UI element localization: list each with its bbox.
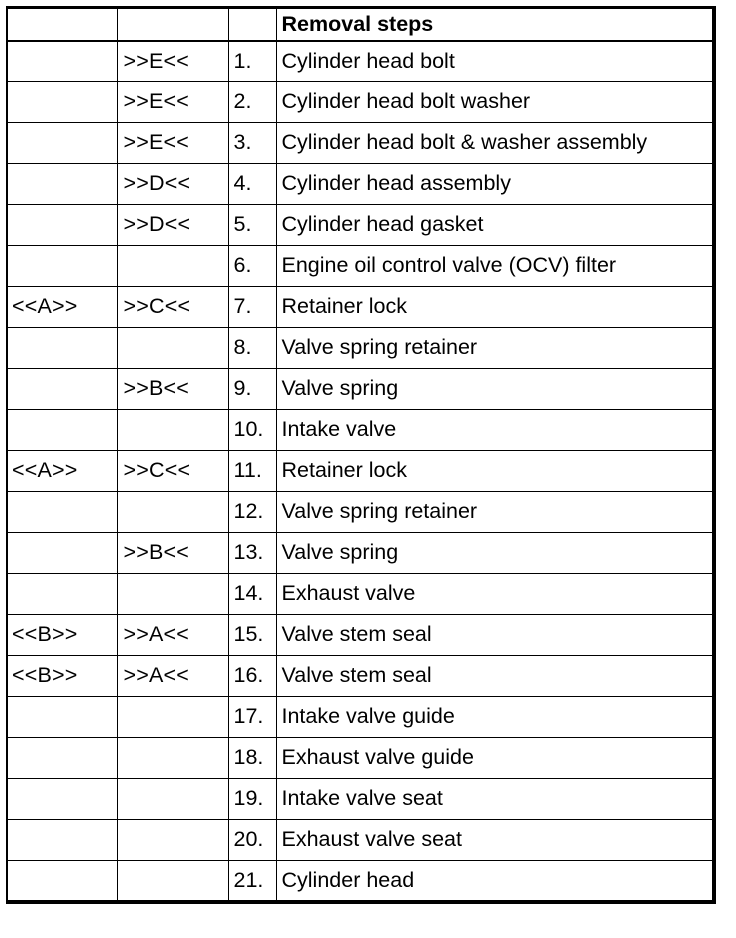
step-name-cell: Exhaust valve (276, 574, 714, 615)
installation-ref-cell (7, 697, 117, 738)
removal-ref-cell: >>B<< (117, 369, 228, 410)
removal-ref-cell (117, 492, 228, 533)
installation-ref-cell: <<B>> (7, 615, 117, 656)
installation-ref-cell: <<A>> (7, 451, 117, 492)
installation-ref-cell (7, 533, 117, 574)
step-number-cell: 8. (228, 328, 276, 369)
header-cell-removal-ref (117, 8, 228, 41)
removal-ref-cell (117, 779, 228, 820)
installation-ref-cell (7, 574, 117, 615)
removal-ref-cell (117, 410, 228, 451)
step-number-cell: 18. (228, 738, 276, 779)
step-number-cell: 21. (228, 861, 276, 902)
removal-ref-cell: >>D<< (117, 164, 228, 205)
removal-ref-cell: >>A<< (117, 656, 228, 697)
step-name-cell: Cylinder head assembly (276, 164, 714, 205)
installation-ref-cell (7, 41, 117, 82)
step-number-cell: 6. (228, 246, 276, 287)
installation-ref-cell (7, 820, 117, 861)
step-name-cell: Valve stem seal (276, 615, 714, 656)
table-row (7, 328, 714, 369)
installation-ref-cell (7, 246, 117, 287)
step-name-cell: Intake valve guide (276, 697, 714, 738)
removal-ref-cell: >>E<< (117, 41, 228, 82)
removal-steps-table (6, 6, 716, 904)
step-number-cell: 11. (228, 451, 276, 492)
step-number-cell: 1. (228, 41, 276, 82)
installation-ref-cell (7, 205, 117, 246)
table-row (7, 492, 714, 533)
removal-ref-cell: >>B<< (117, 533, 228, 574)
step-number-cell: 10. (228, 410, 276, 451)
removal-ref-cell (117, 861, 228, 902)
header-cell-install-ref (7, 8, 117, 41)
table-row (7, 779, 714, 820)
step-name-cell: Exhaust valve guide (276, 738, 714, 779)
installation-ref-cell: <<B>> (7, 656, 117, 697)
step-number-cell: 19. (228, 779, 276, 820)
step-name-cell: Cylinder head bolt (276, 41, 714, 82)
installation-ref-cell (7, 779, 117, 820)
table-row (7, 82, 714, 123)
step-name-cell: Cylinder head gasket (276, 205, 714, 246)
step-name-cell: Intake valve (276, 410, 714, 451)
removal-ref-cell (117, 246, 228, 287)
table-row (7, 451, 714, 492)
table-row (7, 697, 714, 738)
table-row (7, 369, 714, 410)
table-row (7, 820, 714, 861)
header-title: Removal steps (276, 8, 714, 41)
step-number-cell: 5. (228, 205, 276, 246)
installation-ref-cell (7, 738, 117, 779)
installation-ref-cell (7, 410, 117, 451)
removal-ref-cell: >>E<< (117, 123, 228, 164)
step-number-cell: 9. (228, 369, 276, 410)
removal-ref-cell: >>C<< (117, 287, 228, 328)
step-name-cell: Exhaust valve seat (276, 820, 714, 861)
step-number-cell: 15. (228, 615, 276, 656)
installation-ref-cell (7, 328, 117, 369)
table-row (7, 246, 714, 287)
installation-ref-cell (7, 492, 117, 533)
table-row (7, 861, 714, 902)
step-name-cell: Valve spring retainer (276, 492, 714, 533)
removal-ref-cell (117, 820, 228, 861)
installation-ref-cell (7, 164, 117, 205)
table-row (7, 656, 714, 697)
step-name-cell: Cylinder head bolt & washer assembly (276, 123, 714, 164)
header-cell-number (228, 8, 276, 41)
table-row (7, 738, 714, 779)
installation-ref-cell (7, 123, 117, 164)
step-number-cell: 4. (228, 164, 276, 205)
step-name-cell: Intake valve seat (276, 779, 714, 820)
table-row (7, 287, 714, 328)
removal-ref-cell (117, 738, 228, 779)
table-header-row (7, 8, 714, 41)
step-number-cell: 20. (228, 820, 276, 861)
step-name-cell: Cylinder head bolt washer (276, 82, 714, 123)
step-name-cell: Valve spring retainer (276, 328, 714, 369)
step-number-cell: 2. (228, 82, 276, 123)
table-row (7, 410, 714, 451)
removal-ref-cell (117, 574, 228, 615)
step-number-cell: 16. (228, 656, 276, 697)
step-number-cell: 17. (228, 697, 276, 738)
step-number-cell: 13. (228, 533, 276, 574)
step-name-cell: Valve spring (276, 369, 714, 410)
table-row (7, 164, 714, 205)
removal-ref-cell: >>D<< (117, 205, 228, 246)
step-number-cell: 7. (228, 287, 276, 328)
step-name-cell: Retainer lock (276, 451, 714, 492)
step-number-cell: 14. (228, 574, 276, 615)
removal-ref-cell (117, 328, 228, 369)
step-name-cell: Valve stem seal (276, 656, 714, 697)
removal-ref-cell: >>A<< (117, 615, 228, 656)
table-row (7, 533, 714, 574)
step-number-cell: 3. (228, 123, 276, 164)
step-number-cell: 12. (228, 492, 276, 533)
installation-ref-cell: <<A>> (7, 287, 117, 328)
step-name-cell: Retainer lock (276, 287, 714, 328)
installation-ref-cell (7, 861, 117, 902)
removal-steps-body (7, 8, 714, 902)
removal-ref-cell (117, 697, 228, 738)
table-row (7, 123, 714, 164)
table-row (7, 574, 714, 615)
step-name-cell: Engine oil control valve (OCV) filter (276, 246, 714, 287)
installation-ref-cell (7, 369, 117, 410)
installation-ref-cell (7, 82, 117, 123)
removal-ref-cell: >>C<< (117, 451, 228, 492)
removal-ref-cell: >>E<< (117, 82, 228, 123)
table-row (7, 615, 714, 656)
step-name-cell: Valve spring (276, 533, 714, 574)
table-row (7, 41, 714, 82)
table-row (7, 205, 714, 246)
step-name-cell: Cylinder head (276, 861, 714, 902)
